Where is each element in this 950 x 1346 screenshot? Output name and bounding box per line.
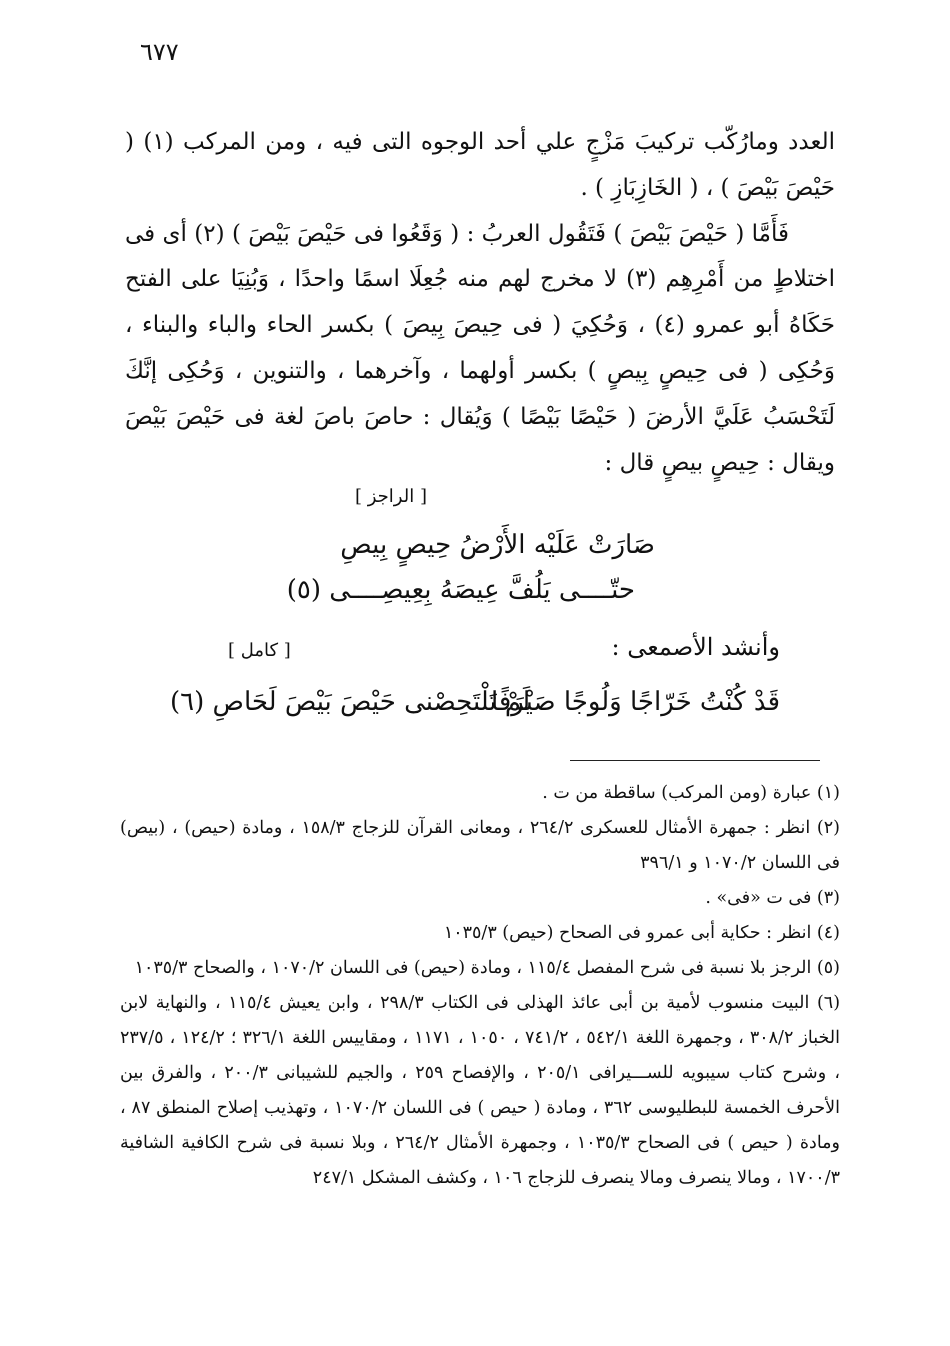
footnote-5: (٥) الرجز بلا نسبة فى شرح المفصل ١١٥/٤ ، ومادة (حيص) فى اللسان ١٠٧٠/٢ ، والصحاح ١٠٣٥/٣ [134, 958, 840, 978]
paragraph-2: فَأَمَّا ( حَيْصَ بَيْصَ ) فَتَقُول العربُ : ( وَقَعُوا فى حَيْصَ بَيْصَ ) (٢) أى فى اختلاطٍ من أَمْرِهِم (٣) لا مخرج لهم منه جُعِلَا اسمًا واحدًا ، وَبُنِيَا على الفتح حَكَاهُ أبو عمرو (٤) ، وَحُكِيَ ( فى حِيصَ بِيصَ ) بكسر الحاء والباء والبناء ، وَحُكِى ( فى حِيصٍ بِيصٍ ) بكسر أولهما ، وآخرهما ، والتنوين ، وَحُكِى إنَّكَ لَتَحْسَبُ عَلَيَّ الأرضَ ( حَيْصًا بَيْصًا ) وَيُقال : حاصَ باصَ لغة فى حَيْصَ بَيْصَ ويقال : حِيصٍ بيصٍ قال : [125, 220, 836, 476]
poem2-hemistich-2: لَمْ تَلْتَحِصْنى حَيْصَ بَيْصَ لَحَاصِ (٦) [170, 687, 531, 717]
poem2-hemistich-1: قَدْ كُنْتُ خَرّاجًا وَلُوجًا صَيْرَفًا [490, 687, 780, 717]
footnote-3: (٣) فى ت «فى» . [705, 888, 840, 908]
footnote-1: (١) عبارة (ومن المركب) ساقطة من ت . [542, 783, 840, 803]
poem2-meter-label: [ كامل ] [228, 640, 291, 661]
recite-intro: وأنشد الأصمعى : [611, 633, 780, 661]
footnote-2: (٢) انظر : جمهرة الأمثال للعسكرى ٢٦٤/٢ ، ومعانى القرآن للزجاج ١٥٨/٣ ، ومادة (حيص) ، (بيص) فى اللسان ١٠٧٠/٢ و ٣٩٦/١ [120, 818, 840, 873]
footnote-divider [570, 760, 820, 761]
footnotes [120, 776, 840, 1196]
page-number: ٦٧٧ [140, 38, 179, 66]
main-text [125, 120, 835, 486]
poem1-line-1: صَارَتْ عَلَيْه الأَرْضُ حِيصٍ بِيصِ [340, 530, 655, 560]
paragraph-1: العدد ومارُكّب تركيبَ مَزْجٍ علي أحد الوجوه التى فيه ، ومن المركب (١) ( حَيْصَ بَيْصَ ) ، ( الخَازِبَازِ ) . [125, 129, 835, 201]
footnote-4: (٤) انظر : حكاية أبى عمرو فى الصحاح (حيص) ١٠٣٥/٣ [443, 923, 840, 943]
poem1-line-2: حتّــــى يَلُفَّ عِيصَهُ بِعِيصِــــى (٥) [286, 575, 635, 605]
poem1-meter-label: [ الراجز ] [355, 486, 427, 507]
footnote-6: (٦) البيت منسوب لأمية بن أبى عائذ الهذلى فى الكتاب ٢٩٨/٣ ، وابن يعيش ١١٥/٤ ، والنهاية لابن الخباز ٣٠٨/٢ ، وجمهرة اللغة ٥٤٢/١ ، ٧٤١/٢ ، ١٠٥٠ ، ١١٧١ ، ومقاييس اللغة ٣٢٦/١ ؛ ١٢٤/٢ ، ٢٣٧/٥ ، وشرح كتاب سيبويه للســـيرافى ٢٠٥/١ ، والإفصاح ٢٥٩ ، والجيم للشيبانى ٢٠٠/٣ ، والفرق بين الأحرف الخمسة للبطليوسى ٣٦٢ ، ومادة ( حيص ) فى اللسان ١٠٧٠/٢ ، وتهذيب إصلاح المنطق ٨٧ ، ومادة ( حيص ) فى الصحاح ١٠٣٥/٣ ، وجمهرة الأمثال ٢٦٤/٢ ، وبلا نسبة فى شرح الكافية الشافية ١٧٠٠/٣ ، ومالا ينصرف ومالا ينصرف للزجاج ١٠٦ ، وكشف المشكل ٢٤٧/١ [120, 993, 841, 1188]
